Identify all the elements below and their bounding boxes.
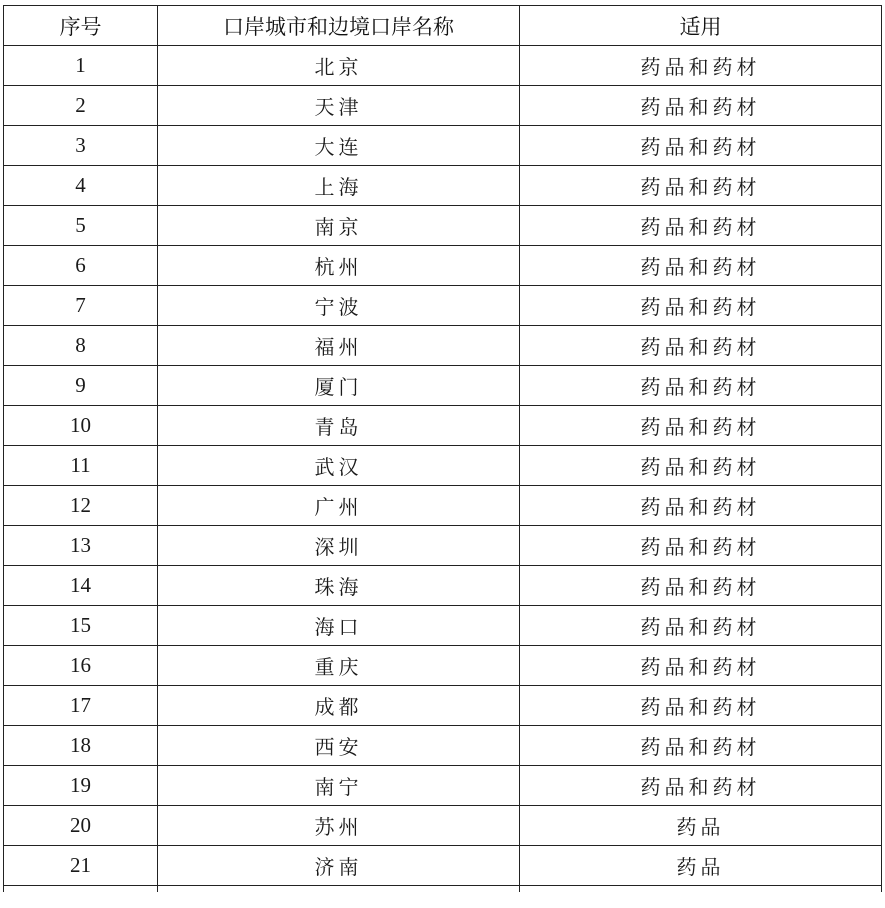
- table-row: [4, 606, 882, 646]
- table-row: [4, 486, 882, 526]
- row-port-name: 厦门: [158, 366, 520, 406]
- row-applicable: 药品和药材: [520, 286, 882, 326]
- row-applicable: 药品和药材: [520, 366, 882, 406]
- table-row: [4, 566, 882, 606]
- row-port-name: 海口: [158, 606, 520, 646]
- row-serial-number: 15: [4, 606, 158, 646]
- table-row: [4, 86, 882, 126]
- row-port-name: 南宁: [158, 766, 520, 806]
- row-serial-number: 19: [4, 766, 158, 806]
- row-applicable: 药品和药材: [520, 166, 882, 206]
- row-serial-number: 14: [4, 566, 158, 606]
- row-serial-number: 10: [4, 406, 158, 446]
- row-serial-number: 3: [4, 126, 158, 166]
- table-row: [4, 526, 882, 566]
- row-applicable: 药品和药材: [520, 86, 882, 126]
- table-header: [4, 6, 882, 46]
- row-applicable: 药品和药材: [520, 246, 882, 286]
- table-row: [4, 366, 882, 406]
- row-serial-number: 6: [4, 246, 158, 286]
- row-serial-number: 12: [4, 486, 158, 526]
- row-applicable: 药品和药材: [520, 726, 882, 766]
- row-applicable: 药品和药材: [520, 766, 882, 806]
- row-serial-number: 9: [4, 366, 158, 406]
- cutoff-cell: [520, 886, 882, 893]
- row-serial-number: 11: [4, 446, 158, 486]
- row-serial-number: 8: [4, 326, 158, 366]
- row-applicable: 药品和药材: [520, 406, 882, 446]
- row-port-name: 武汉: [158, 446, 520, 486]
- row-serial-number: 20: [4, 806, 158, 846]
- row-serial-number: 1: [4, 46, 158, 86]
- row-applicable: 药品和药材: [520, 486, 882, 526]
- row-applicable: 药品和药材: [520, 526, 882, 566]
- row-applicable: 药品和药材: [520, 46, 882, 86]
- row-port-name: 珠海: [158, 566, 520, 606]
- table-row: [4, 46, 882, 86]
- row-port-name: 宁波: [158, 286, 520, 326]
- row-port-name: 重庆: [158, 646, 520, 686]
- row-port-name: 杭州: [158, 246, 520, 286]
- row-serial-number: 16: [4, 646, 158, 686]
- table-row: [4, 166, 882, 206]
- table-row: [4, 126, 882, 166]
- row-serial-number: 2: [4, 86, 158, 126]
- row-port-name: 天津: [158, 86, 520, 126]
- table-row: [4, 326, 882, 366]
- row-port-name: 北京: [158, 46, 520, 86]
- row-serial-number: 7: [4, 286, 158, 326]
- table-row: [4, 686, 882, 726]
- table-row: [4, 406, 882, 446]
- row-applicable: 药品: [520, 846, 882, 886]
- row-port-name: 苏州: [158, 806, 520, 846]
- row-applicable: 药品和药材: [520, 686, 882, 726]
- row-applicable: 药品和药材: [520, 206, 882, 246]
- table-row-cutoff: [4, 886, 882, 893]
- table-row: [4, 646, 882, 686]
- row-applicable: 药品和药材: [520, 326, 882, 366]
- row-serial-number: 5: [4, 206, 158, 246]
- row-serial-number: 18: [4, 726, 158, 766]
- row-applicable: 药品: [520, 806, 882, 846]
- table-row: [4, 806, 882, 846]
- table-row: [4, 286, 882, 326]
- row-port-name: 上海: [158, 166, 520, 206]
- row-serial-number: 17: [4, 686, 158, 726]
- header-port-name: 口岸城市和边境口岸名称: [158, 6, 520, 46]
- table-row: [4, 766, 882, 806]
- row-port-name: 济南: [158, 846, 520, 886]
- cutoff-cell: [4, 886, 158, 893]
- row-applicable: 药品和药材: [520, 446, 882, 486]
- header-serial-number: 序号: [4, 6, 158, 46]
- row-applicable: 药品和药材: [520, 566, 882, 606]
- row-port-name: 大连: [158, 126, 520, 166]
- row-applicable: 药品和药材: [520, 606, 882, 646]
- table-row: [4, 846, 882, 886]
- cutoff-cell: [158, 886, 520, 893]
- row-applicable: 药品和药材: [520, 646, 882, 686]
- row-port-name: 成都: [158, 686, 520, 726]
- row-serial-number: 4: [4, 166, 158, 206]
- row-port-name: 深圳: [158, 526, 520, 566]
- table-row: [4, 446, 882, 486]
- row-serial-number: 13: [4, 526, 158, 566]
- table-row: [4, 726, 882, 766]
- port-cities-table: [3, 5, 882, 892]
- row-port-name: 广州: [158, 486, 520, 526]
- table-body: [4, 46, 882, 893]
- row-serial-number: 21: [4, 846, 158, 886]
- row-port-name: 西安: [158, 726, 520, 766]
- header-row: [4, 6, 882, 46]
- header-applicable: 适用: [520, 6, 882, 46]
- row-port-name: 青岛: [158, 406, 520, 446]
- row-applicable: 药品和药材: [520, 126, 882, 166]
- row-port-name: 福州: [158, 326, 520, 366]
- row-port-name: 南京: [158, 206, 520, 246]
- table-row: [4, 246, 882, 286]
- table-row: [4, 206, 882, 246]
